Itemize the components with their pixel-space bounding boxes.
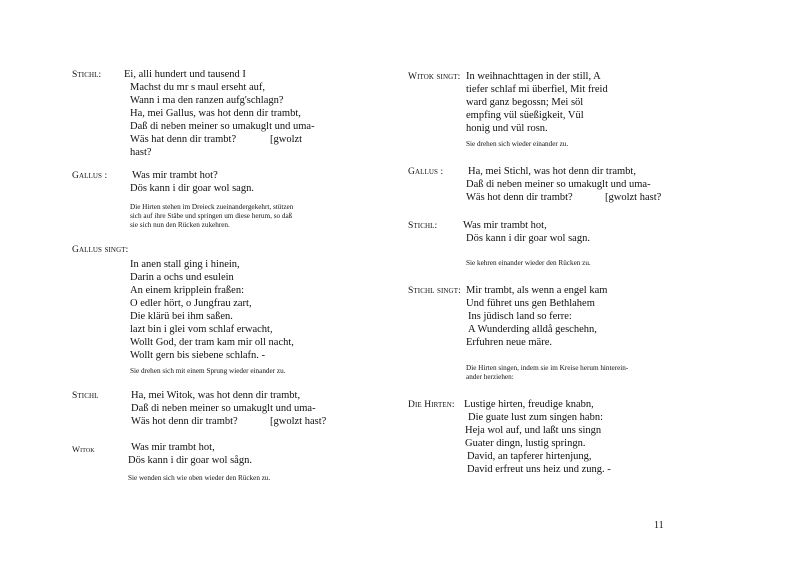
verse-line: David erfreut uns heiz und zung. - bbox=[467, 464, 611, 475]
speaker-label: Gallus : bbox=[408, 167, 444, 177]
speaker-label: Gallus singt: bbox=[72, 245, 129, 255]
verse-line: Wäs hat denn dir trambt? bbox=[130, 134, 237, 145]
verse-line: Mir trambt, als wenn a engel kam bbox=[466, 285, 608, 296]
verse-line: Wollt gern bis siebene schlafn. - bbox=[130, 350, 266, 361]
verse-line: Darin a ochs und esulein bbox=[130, 272, 234, 283]
verse-line: Ha, mei Witok, was hot denn dir trambt, bbox=[131, 390, 301, 401]
verse-line: O edler hört, o Jungfrau zart, bbox=[130, 298, 252, 309]
verse-line: In weihnachttagen in der still, A bbox=[466, 71, 601, 82]
verse-line: Wollt God, der tram kam mir oll nacht, bbox=[130, 337, 294, 348]
verse-line: Daß di neben meiner so umakuglt und uma- bbox=[130, 121, 315, 132]
verse-line: Die guate lust zum singen habn: bbox=[468, 412, 604, 423]
stage-direction: Sie kehren einander wieder den Rücken zu. bbox=[466, 259, 591, 267]
stage-direction: Sie wenden sich wie oben wieder den Rücken zu. bbox=[128, 474, 271, 482]
verse-line: Erfuhren neue märe. bbox=[466, 337, 552, 348]
verse-line: [gwolzt hast? bbox=[605, 192, 662, 203]
stage-direction: sich auf ihre Stäbe und springen um diese herum, so daß bbox=[130, 212, 293, 220]
verse-line: lazt bin i glei vom schlaf erwacht, bbox=[130, 324, 273, 335]
verse-line: Ins jüdisch land so ferre: bbox=[468, 311, 572, 322]
stage-direction: sie sich nun den Rücken zukehren. bbox=[130, 221, 230, 229]
page-number: 11 bbox=[654, 520, 664, 531]
stage-direction: Die Hirten stehen im Dreieck zueinandergekehrt, stützen bbox=[130, 203, 294, 211]
speaker-label: Gallus : bbox=[72, 171, 108, 181]
speaker-label: Witok singt: bbox=[408, 72, 461, 82]
verse-line: ward ganz begossn; Mei söl bbox=[466, 97, 584, 108]
verse-line: hast? bbox=[130, 147, 152, 158]
verse-line: Ha, mei Gallus, was hot denn dir trambt, bbox=[130, 108, 301, 119]
verse-line: honig und vül rosn. bbox=[466, 123, 548, 134]
stage-direction: Sie drehen sich wieder einander zu. bbox=[466, 140, 569, 148]
verse-line: [gwolzt bbox=[270, 134, 303, 145]
verse-line: Wäs hot denn dir trambt? bbox=[466, 192, 573, 203]
verse-line: Heja wol auf, und laßt uns singn bbox=[465, 425, 602, 436]
verse-line: Wann i ma den ranzen aufg'schlagn? bbox=[130, 95, 284, 106]
stage-direction: ander herziehen: bbox=[466, 373, 514, 381]
verse-line: In anen stall ging i hinein, bbox=[130, 259, 240, 270]
verse-line: Was mir trambt hot, bbox=[463, 220, 547, 231]
speaker-label: Stichl singt: bbox=[408, 286, 461, 296]
verse-line: empfing vül süeßigkeit, Vül bbox=[466, 110, 584, 121]
speaker-label: Stichl: bbox=[408, 221, 438, 231]
verse-line: Und führet uns gen Bethlahem bbox=[466, 298, 595, 309]
speaker-label: Stichl: bbox=[72, 70, 102, 80]
verse-line: Die klärü bei ihm saßen. bbox=[130, 311, 233, 322]
verse-line: Machst du mr s maul erseht auf, bbox=[130, 82, 266, 93]
verse-line: A Wunderding alldå geschehn, bbox=[468, 324, 597, 335]
verse-line: Was mir trambt hot, bbox=[131, 442, 215, 453]
verse-line: tiefer schlaf mi überfiel, Mit freid bbox=[466, 84, 608, 95]
speaker-label: Die Hirten: bbox=[408, 400, 455, 410]
verse-line: Guater dingn, lustig springn. bbox=[465, 438, 586, 449]
verse-line: An einem kripplein fraßen: bbox=[130, 285, 245, 296]
verse-line: Daß di neben meiner so umakuglt und uma- bbox=[131, 403, 316, 414]
speaker-label: Witok bbox=[72, 444, 95, 454]
verse-line: David, an tapferer hirtenjung, bbox=[467, 451, 592, 462]
speaker-label: Stichl bbox=[72, 391, 99, 401]
verse-line: Wäs hot denn dir trambt? bbox=[131, 416, 238, 427]
verse-line: Lustige hirten, freudige knabn, bbox=[464, 399, 594, 410]
stage-direction: Sie drehen sich mit einem Sprung wieder einander zu. bbox=[130, 367, 286, 375]
verse-line: Dös kann i dir goar wol sågn. bbox=[128, 455, 252, 466]
verse-line: Ei, alli hundert und tausend I bbox=[124, 69, 246, 80]
verse-line: Daß di neben meiner so umakuglt und uma- bbox=[466, 179, 651, 190]
verse-line: [gwolzt hast? bbox=[270, 416, 327, 427]
verse-line: Dös kann i dir goar wol sagn. bbox=[130, 183, 254, 194]
verse-line: Ha, mei Stichl, was hot denn dir trambt, bbox=[468, 166, 636, 177]
stage-direction: Die Hirten singen, indem sie im Kreise herum hinterein- bbox=[466, 364, 629, 372]
verse-line: Was mir trambt hot? bbox=[132, 170, 218, 181]
verse-line: Dös kann i dir goar wol sagn. bbox=[466, 233, 590, 244]
